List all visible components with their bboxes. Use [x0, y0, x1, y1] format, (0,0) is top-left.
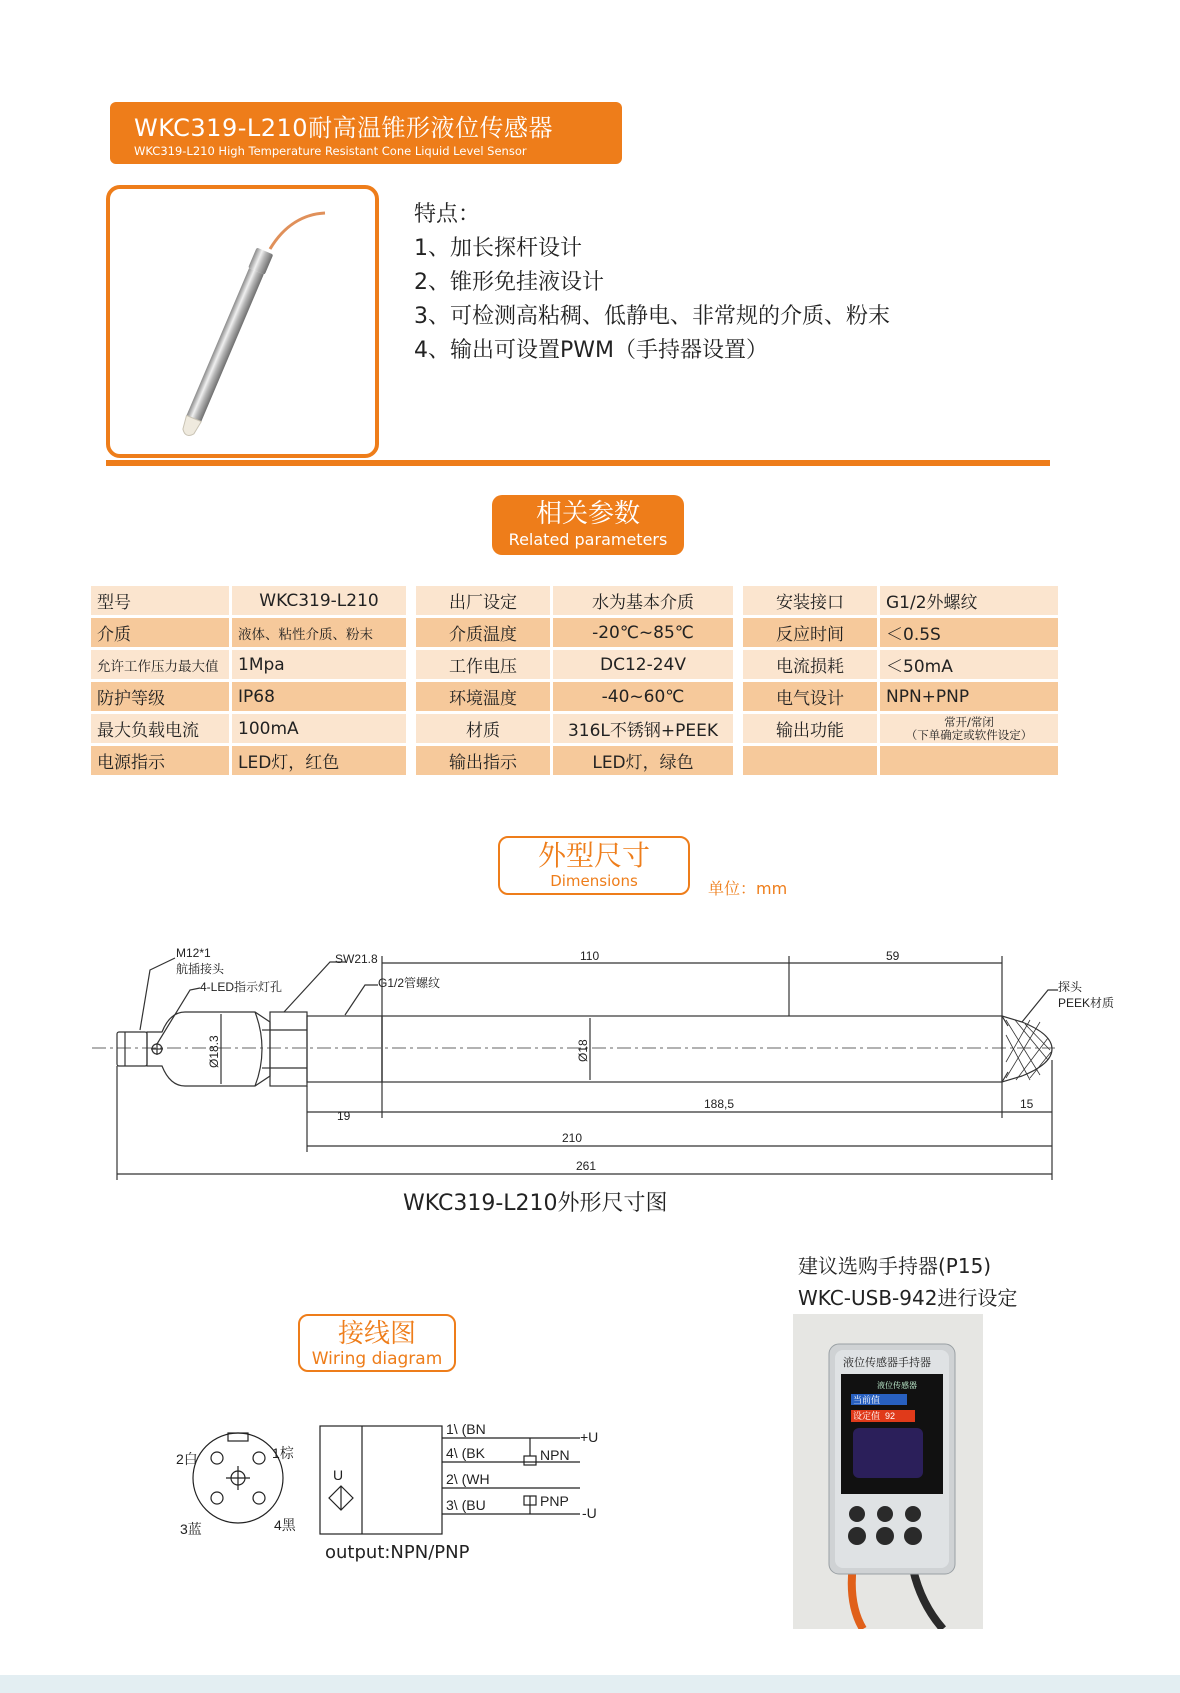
page-footer-band [0, 1675, 1180, 1693]
table-cell: 防护等级 [91, 682, 229, 711]
table-cell: 材质 [416, 714, 550, 743]
params-title-cn: 相关参数 [535, 499, 640, 529]
dim-label: 探头 [1058, 980, 1083, 994]
handheld-recommendation [798, 1250, 1017, 1314]
wire-label: 1\ (BN [446, 1421, 486, 1437]
table-cell: 电源指示 [91, 746, 229, 775]
output-label: +U [580, 1429, 599, 1445]
feature-item: 3、可检测高粘稠、低静电、非常规的介质、粉末 [414, 304, 890, 329]
dim-label: PEEK材质 [1058, 996, 1115, 1010]
table-cell: DC12-24V [553, 650, 733, 679]
pin-label: 4黑 [274, 1517, 296, 1533]
pin-label: 3蓝 [180, 1521, 202, 1537]
handheld-device-image [793, 1314, 983, 1629]
section-divider [106, 460, 1050, 466]
table-row [91, 650, 1058, 679]
wiring-title-en: Wiring diagram [311, 1349, 443, 1369]
table-cell [743, 746, 877, 775]
table-cell: 出厂设定 [416, 586, 550, 615]
dim-label: 航插接头 [176, 962, 225, 976]
table-cell: 安装接口 [743, 586, 877, 615]
table-cell: 电气设计 [743, 682, 877, 711]
dim-label: SW21.8 [335, 952, 378, 966]
dim-label: M12*1 [176, 946, 211, 960]
params-table [88, 583, 1061, 778]
feature-item: 2、锥形免挂液设计 [414, 270, 604, 295]
table-cell [880, 746, 1058, 775]
unit-label: 单位：mm [708, 879, 788, 898]
wiring-title-cn: 接线图 [337, 1319, 416, 1349]
product-title-en: WKC319-L210 High Temperature Resistant Cone Liquid Level Sensor [134, 144, 527, 158]
table-cell: 316L不锈钢+PEEK [553, 714, 733, 743]
table-cell: NPN+PNP [880, 682, 1058, 711]
table-cell: ＜50mA [880, 650, 1058, 679]
pin-label: 2白 [176, 1451, 198, 1467]
table-cell: 介质 [91, 618, 229, 647]
table-cell: 介质温度 [416, 618, 550, 647]
device-screen-value: 92 [885, 1411, 896, 1421]
table-cell: LED灯，红色 [232, 746, 406, 775]
product-photo-frame [106, 185, 379, 458]
table-cell: 100mA [232, 714, 406, 743]
features-heading: 特点： [414, 202, 481, 227]
table-cell: -40~60℃ [553, 682, 733, 711]
dimensions-title-en: Dimensions [550, 872, 638, 890]
handheld-device-photo [793, 1314, 983, 1629]
table-cell: G1/2外螺纹 [880, 586, 1058, 615]
table-cell: -20℃~85℃ [553, 618, 733, 647]
table-cell: 输出功能 [743, 714, 877, 743]
dim-label: Ø18 [576, 1039, 590, 1062]
table-cell: 允许工作压力最大值 [91, 650, 229, 679]
device-screen-label: 当前值 [853, 1395, 881, 1405]
dimension-drawing [0, 930, 1180, 1190]
dim-label: 261 [576, 1159, 597, 1173]
table-cell: IP68 [232, 682, 406, 711]
device-title: 液位传感器手持器 [843, 1357, 931, 1369]
table-cell: LED灯，绿色 [553, 746, 733, 775]
table-cell: 常开/常闭 （下单确定或软件设定） [880, 714, 1058, 743]
dim-label: 210 [562, 1131, 583, 1145]
table-cell: 水为基本介质 [553, 586, 733, 615]
product-title-cn: WKC319-L210耐高温锥形液位传感器 [134, 114, 554, 142]
dim-label: 110 [580, 949, 600, 963]
output-label: NPN [540, 1447, 570, 1463]
dim-label: 15 [1020, 1097, 1034, 1111]
feature-item: 4、输出可设置PWM（手持器设置） [414, 338, 768, 363]
dim-label: 19 [337, 1109, 351, 1123]
params-section-badge [492, 495, 684, 555]
wiring-section-badge [298, 1314, 456, 1372]
dimension-caption: WKC319-L210外形尺寸图 [403, 1191, 668, 1216]
table-row [91, 586, 1058, 615]
dimensions-section-badge [498, 836, 690, 895]
dim-label: 59 [886, 949, 900, 963]
table-row [91, 714, 1058, 743]
output-label: -U [582, 1505, 597, 1521]
table-cell: 工作电压 [416, 650, 550, 679]
params-title-en: Related parameters [508, 530, 668, 549]
table-row [91, 682, 1058, 711]
dimensions-title-cn: 外型尺寸 [537, 839, 650, 872]
handheld-line: WKC-USB-942进行设定 [798, 1286, 1018, 1310]
pin-label: 1棕 [272, 1445, 294, 1461]
table-cell: 1Mpa [232, 650, 406, 679]
table-row [91, 746, 1058, 775]
product-title-badge [110, 102, 622, 164]
table-cell: ＜0.5S [880, 618, 1058, 647]
table-cell: WKC319-L210 [232, 586, 406, 615]
table-cell: 反应时间 [743, 618, 877, 647]
table-cell: 最大负载电流 [91, 714, 229, 743]
features-list [414, 198, 890, 368]
wire-label: 2\ (WH [446, 1471, 490, 1487]
table-cell: 输出指示 [416, 746, 550, 775]
feature-item: 1、加长探杆设计 [414, 236, 582, 261]
dim-label: 4-LED指示灯孔 [200, 980, 283, 994]
handheld-line: 建议选购手持器(P15) [798, 1254, 992, 1278]
table-cell: 液体、粘性介质、粉末 [232, 618, 406, 647]
output-label: PNP [540, 1493, 569, 1509]
dim-label: G1/2管螺纹 [378, 976, 441, 990]
device-screen-label: 设定值 [853, 1411, 881, 1421]
dim-label: Ø18.3 [207, 1035, 221, 1068]
output-note: output:NPN/PNP [325, 1542, 470, 1563]
table-cell: 环境温度 [416, 682, 550, 711]
device-screen-header: 液位传感器 [877, 1381, 917, 1390]
sensor-probe-image [110, 189, 375, 454]
table-row [91, 618, 1058, 647]
sensor-box-label: U [333, 1467, 344, 1483]
table-cell: 型号 [91, 586, 229, 615]
wiring-diagram [170, 1410, 630, 1540]
wire-label: 3\ (BU [446, 1497, 486, 1513]
dim-label: 188,5 [704, 1097, 735, 1111]
wire-label: 4\ (BK [446, 1445, 485, 1461]
table-cell: 电流损耗 [743, 650, 877, 679]
